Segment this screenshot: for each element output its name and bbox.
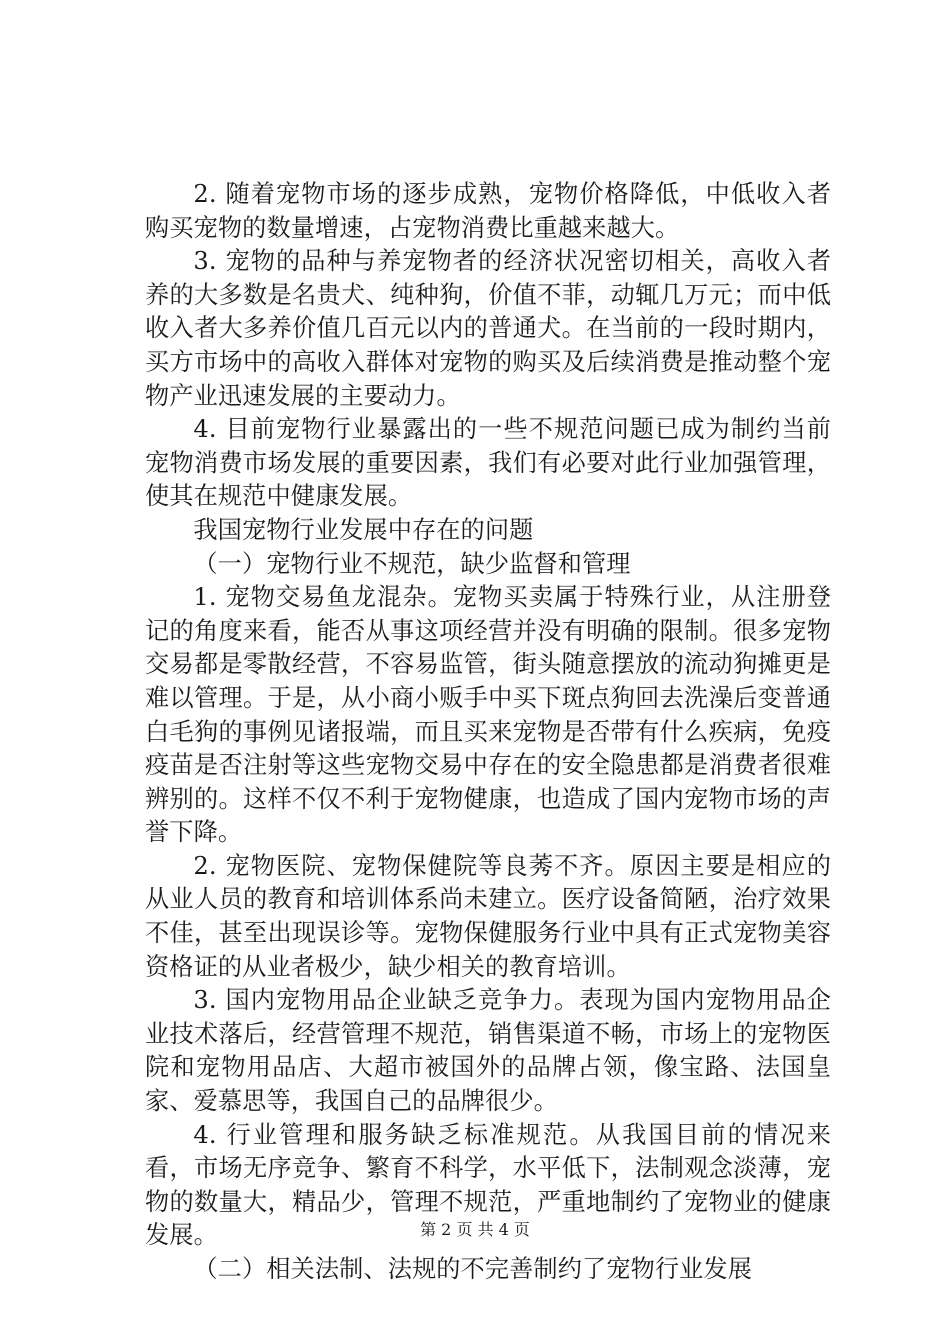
page-footer: 第 2 页 共 4 页 — [420, 1220, 530, 1239]
section-heading-problems: 我国宠物行业发展中存在的问题 — [193, 515, 534, 544]
document-body — [145, 178, 831, 1287]
paragraph-point-3-breed-economy: 3. 宠物的品种与养宠物者的经济状况密切相关，高收入者养的大多数是名贵犬、纯种狗，价值不菲，动辄几万元；而中低收入者大多养价值几百元以内的普通犬。在当前的一段时期内，买方市场中的高收入群体对宠物的购买及后续消费是推动整个宠物产业迅速发展的主要动力。 — [145, 247, 831, 410]
paragraph-hospitals-uneven: 2. 宠物医院、宠物保健院等良莠不齐。原因主要是相应的从业人员的教育和培训体系尚未建立。医疗设备简陋，治疗效果不佳，甚至出现误诊等。宠物保健服务行业中具有正式宠物美容资格证的从业者极少，缺少相关的教育培训。 — [145, 851, 831, 981]
paragraph-domestic-enterprises: 3. 国内宠物用品企业缺乏竞争力。表现为国内宠物用品企业技术落后，经营管理不规范，销售渠道不畅，市场上的宠物医院和宠物用品店、大超市被国外的品牌占领，像宝路、法国皇家、爱慕思等，我国自己的品牌很少。 — [145, 986, 831, 1116]
subsection-heading-1: （一）宠物行业不规范，缺少监督和管理 — [193, 549, 631, 578]
paragraph-point-2-market-maturity: 2. 随着宠物市场的逐步成熟，宠物价格降低，中低收入者购买宠物的数量增速，占宠物消费比重越来越大。 — [145, 180, 831, 242]
subsection-heading-2: （二）相关法制、法规的不完善制约了宠物行业发展 — [193, 1255, 753, 1283]
paragraph-trade-mixed: 1. 宠物交易鱼龙混杂。宠物买卖属于特殊行业，从注册登记的角度来看，能否从事这项经营并没有明确的限制。很多宠物交易都是零散经营，不容易监管，街头随意摆放的流动狗摊更是难以管理。于是，从小商小贩手中买下斑点狗回去洗澡后变普通白毛狗的事例见诸报端，而且买来宠物是否带有什么疾病，免疫疫苗是否注射等这些宠物交易中存在的安全隐患都是消费者很难辨别的。这样不仅不利于宠物健康，也造成了国内宠物市场的声誉下降。 — [145, 583, 831, 847]
paragraph-point-4-irregularities: 4. 目前宠物行业暴露出的一些不规范问题已成为制约当前宠物消费市场发展的重要因素，我们有必要对此行业加强管理，使其在规范中健康发展。 — [145, 415, 831, 511]
paragraph-industry-standards: 4. 行业管理和服务缺乏标准规范。从我国目前的情况来看，市场无序竞争、繁育不科学，水平低下，法制观念淡薄，宠物的数量大，精品少，管理不规范，严重地制约了宠物业的健康发展。 — [145, 1120, 831, 1250]
